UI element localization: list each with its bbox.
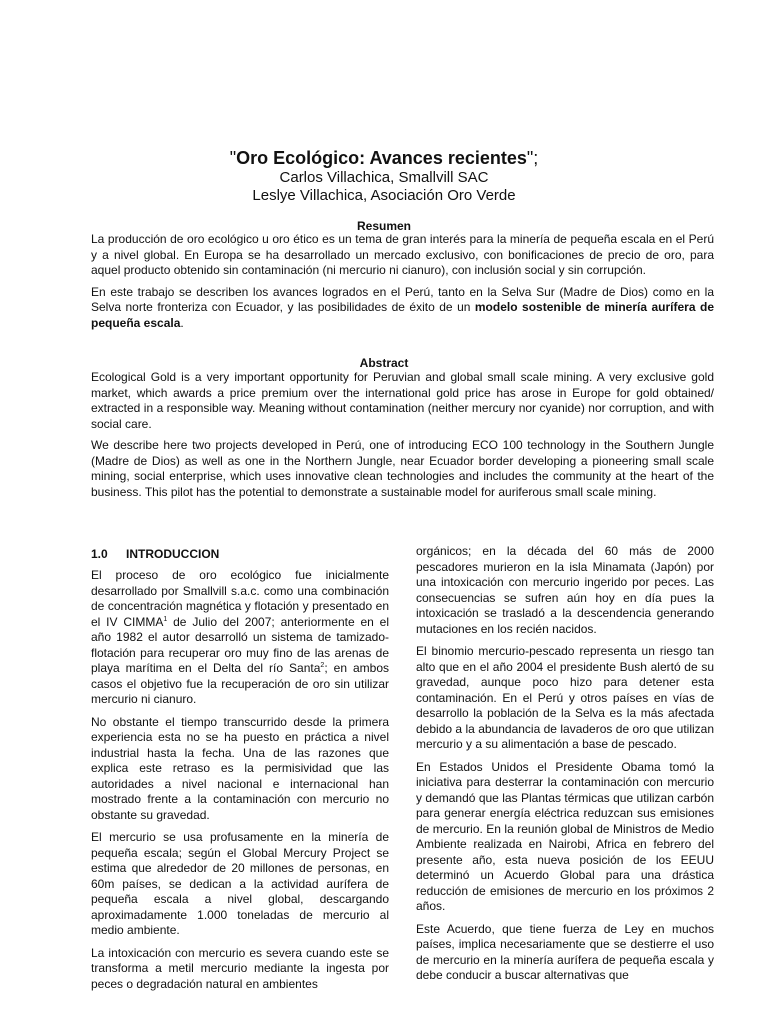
abstract-paragraph-2: We describe here two projects developed in Perú, one of introducing ECO 100 technology in the Southern Jungle (Madre de Dios) as well as one in the Northern Jungle, near Ecuador border developing a pioneering small scale mining, social enterprise, which uses innovative clean technologies and includes the community at the heart of the business. This pilot has the potential to demonstrate a sustainable model for auriferous small scale mining.	[91, 438, 714, 499]
footnote-ref-1[interactable]: 1	[163, 615, 168, 623]
intro-paragraph-2: No obstante el tiempo transcurrido desde la primera experiencia esta no se ha puesto en práctica a nivel industrial hasta la fecha. Una de las razones que explica este retraso es la permisividad que las autoridades a nivel nacional e internacional han mostrado frente a la contaminación con mercurio no obstante su gravedad.	[91, 714, 389, 822]
title-close: ";	[526, 148, 539, 168]
right-paragraph-4: Este Acuerdo, que tiene fuerza de Ley en muchos países, implica necesariamente que se destierre el uso de mercurio en la minería aurífera de pequeña escala y debe conducir a buscar alternativas que	[416, 921, 714, 982]
intro-p1-b: de Julio del 2007; anteriormente en el año 1982 el autor desarrolló un sistema de tamizado-flotación para recuperar oro muy fino de las arenas de playa marítima en el Delta del río Santa	[91, 614, 390, 675]
abstract-body	[91, 370, 714, 506]
right-paragraph-2: El binomio mercurio-pescado representa un riesgo tan alto que en el año 2004 el presidente Bush alertó de su gravedad, aunque poco hizo para detener esta contaminación. En el Perú y otros países en vías de desarrollo la población de la Selva es la más afectada debido a la abundancia de lavaderos de oro que utilizan mercurio y a su alimentación a base de pescado.	[416, 644, 714, 751]
intro-paragraph-1	[91, 568, 389, 708]
right-paragraph-3: En Estados Unidos el Presidente Obama tomó la iniciativa para desterrar la contaminación con mercurio y demandó que las Plantas térmicas que utilizan carbón para generar energía eléctrica reduzcan sus emisiones de mercurio. En la reunión global de Ministros de Medio Ambiente realizada en Nairobi, Africa en febrero del presente año, esta nueva posición de los EEUU determinó un Acuerdo Global para una drástica reducción de emisiones de mercurio en los próximos 2 años.	[416, 759, 714, 913]
resumen-paragraph-1: La producción de oro ecológico u oro ético es un tema de gran interés para la minería de pequeña escala en el Perú y a nivel global. En Europa se ha desarrollado un mercado exclusivo, con bonificaciones de precio de oro, para aquel producto obtenido sin contaminación (ni mercurio ni cianuro), con inclusión social y sin corrupción.	[91, 232, 714, 277]
intro-p1-c: ; en ambos casos el objetivo fue la recuperación de oro sin utilizar mercurio ni cianuro.	[91, 661, 389, 706]
resumen-heading: Resumen	[356, 219, 412, 233]
abstract-paragraph-1: Ecological Gold is a very important opportunity for Peruvian and global small scale mining. A very exclusive gold market, which awards a price premium over the international gold price has arose in Europe for gold obtained/ extracted in a responsible way. Meaning without contamination (neither mercury nor cyanide) nor corruption, and with social care.	[91, 370, 714, 431]
paper-title	[0, 146, 768, 170]
author-2: Leslye Villachica, Asociación Oro Verde	[252, 187, 516, 204]
abstract-heading: Abstract	[359, 356, 409, 370]
author-1: Carlos Villachica, Smallvill SAC	[279, 169, 489, 186]
intro-p1-a: El proceso de oro ecológico fue inicialmente desarrollado por Smallvill s.a.c. como una combinación de concentración magnética y flotación y presentado en el IV CIMMA	[91, 568, 389, 629]
right-paragraph-1: orgánicos; en la década del 60 más de 2000 pescadores murieron en la isla Minamata (Japón) por una intoxicación con mercurio ingerido por peces. Las consecuencias se sufren aún hoy en día pues la intoxicación se trasladó a la descendencia generando mutaciones en los recién nacidos.	[416, 544, 714, 636]
footnote-ref-2[interactable]: 2	[320, 662, 325, 669]
resumen-p2-end: .	[180, 315, 184, 330]
section-heading-introduccion	[91, 546, 389, 562]
intro-paragraph-3: El mercurio se usa profusamente en la minería de pequeña escala; según el Global Mercury Project se estima que alrededor de 20 millones de personas, en 60m países, se dedican a la actividad aurífera de pequeña escala a nivel global, descargando aproximadamente 1.000 toneladas de mercurio al medio ambiente.	[91, 830, 389, 937]
resumen-paragraph-2	[91, 285, 714, 332]
right-column	[416, 544, 714, 991]
resumen-p2-start: En este trabajo se describen los avances logrados en el Perú, tanto en la Selva Sur (Madre de Dios) como en la Selva norte fronteriza con Ecuador, y las posibilidades de éxito de un	[91, 284, 714, 314]
section-title: INTRODUCCION	[126, 547, 220, 561]
resumen-p2-bold: modelo sostenible de minería aurífera de pequeña escala	[91, 300, 714, 330]
section-number: 1.0	[91, 547, 108, 561]
resumen-body	[91, 232, 714, 337]
intro-paragraph-4: La intoxicación con mercurio es severa cuando este se transforma a metil mercurio mediante la ingesta por peces o degradación natural en ambientes	[91, 945, 389, 991]
left-column	[91, 546, 389, 999]
title-main: Oro Ecológico: Avances recientes	[236, 148, 527, 168]
title-open-quote: "	[229, 148, 237, 168]
